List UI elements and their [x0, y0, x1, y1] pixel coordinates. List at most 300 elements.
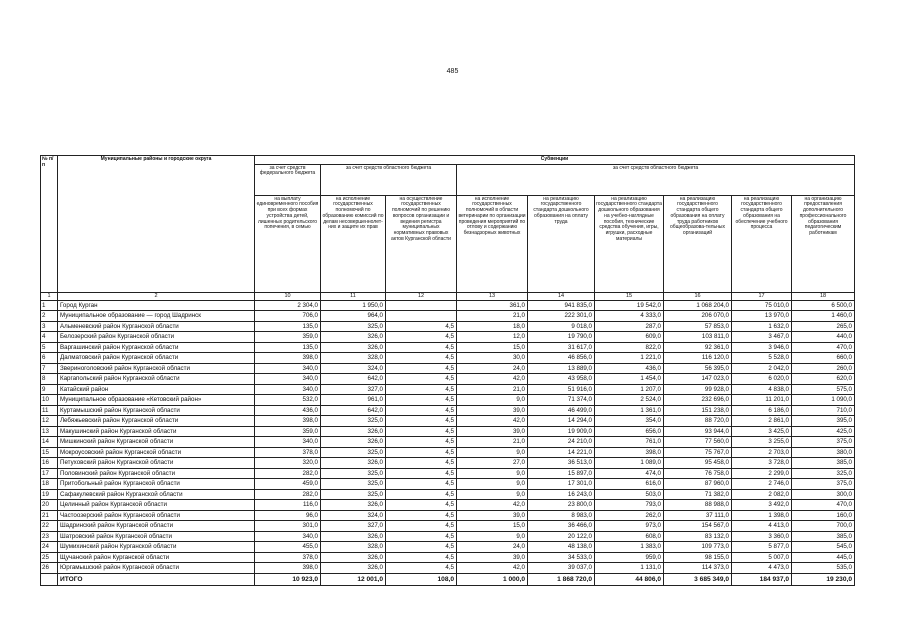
row-value: 474,0 [595, 468, 664, 479]
table-row [41, 447, 855, 458]
table-row [41, 521, 855, 532]
row-value: 1 207,0 [595, 384, 664, 395]
row-value: 4,5 [386, 342, 457, 353]
row-value: 282,0 [255, 468, 321, 479]
row-value: 19 909,0 [528, 426, 595, 437]
row-value: 4,5 [386, 479, 457, 490]
table-row [41, 479, 855, 490]
row-value: 4,5 [386, 468, 457, 479]
row-value: 6 020,0 [732, 374, 792, 385]
row-value: 75 010,0 [732, 300, 792, 311]
row-value: 160,0 [792, 510, 855, 521]
table-row [41, 542, 855, 553]
row-value: 1 221,0 [595, 353, 664, 364]
row-value: 39,0 [457, 405, 528, 416]
row-value: 608,0 [595, 531, 664, 542]
table-row [41, 321, 855, 332]
row-value: 46 856,0 [528, 353, 595, 364]
row-value [386, 311, 457, 322]
row-value: 425,0 [792, 426, 855, 437]
row-value: 42,0 [457, 374, 528, 385]
row-name: Катайский район [58, 384, 255, 395]
row-number: 7 [41, 363, 58, 374]
row-value: 609,0 [595, 332, 664, 343]
row-value: 1 089,0 [595, 458, 664, 469]
row-number: 16 [41, 458, 58, 469]
total-label: ИТОГО [58, 573, 255, 585]
table-row [41, 300, 855, 311]
row-number: 17 [41, 468, 58, 479]
row-value: 1 361,0 [595, 405, 664, 416]
total-value: 1 868 720,0 [528, 573, 595, 585]
row-value: 88 988,0 [664, 500, 732, 511]
table-row [41, 395, 855, 406]
row-value: 1 131,0 [595, 563, 664, 574]
row-value: 398,0 [255, 416, 321, 427]
row-name: Шумихинский район Курганской области [58, 542, 255, 553]
column-number-row [41, 292, 855, 300]
row-value: 325,0 [321, 447, 386, 458]
row-value: 21,0 [457, 384, 528, 395]
row-number: 19 [41, 489, 58, 500]
row-value: 4,5 [386, 405, 457, 416]
row-value: 11 201,0 [732, 395, 792, 406]
row-value: 206 070,0 [664, 311, 732, 322]
row-value: 532,0 [255, 395, 321, 406]
row-number: 22 [41, 521, 58, 532]
row-value: 301,0 [255, 521, 321, 532]
header-row-1 [41, 156, 855, 165]
row-value: 326,0 [321, 342, 386, 353]
column-number: 11 [321, 292, 386, 300]
row-value: 459,0 [255, 479, 321, 490]
row-value: 13 889,0 [528, 363, 595, 374]
row-number: 13 [41, 426, 58, 437]
row-value: 34 533,0 [528, 552, 595, 563]
table-row [41, 363, 855, 374]
row-value: 3 492,0 [732, 500, 792, 511]
row-value: 470,0 [792, 500, 855, 511]
row-value: 700,0 [792, 521, 855, 532]
header-federal-source: за счет средств федерального бюджета [255, 164, 321, 195]
row-value: 436,0 [255, 405, 321, 416]
row-number: 18 [41, 479, 58, 490]
row-value: 398,0 [255, 563, 321, 574]
row-value: 46 499,0 [528, 405, 595, 416]
header-col-18: на организацию предоставления дополнительного профессионального образования педагогическим работникам [792, 195, 855, 292]
row-value: 16 243,0 [528, 489, 595, 500]
row-value: 222 301,0 [528, 311, 595, 322]
row-value: 114 373,0 [664, 563, 732, 574]
total-value: 10 923,0 [255, 573, 321, 585]
table-row [41, 374, 855, 385]
row-value: 3 467,0 [732, 332, 792, 343]
row-value: 39,0 [457, 426, 528, 437]
row-value: 4,5 [386, 500, 457, 511]
subsidies-table [40, 155, 855, 586]
page-number: 485 [446, 68, 459, 75]
row-value: 4,5 [386, 552, 457, 563]
row-value: 340,0 [255, 384, 321, 395]
row-value: 135,0 [255, 342, 321, 353]
row-value: 24 210,0 [528, 437, 595, 448]
table-row [41, 353, 855, 364]
table-row [41, 489, 855, 500]
row-value: 4,5 [386, 437, 457, 448]
row-value: 6 186,0 [732, 405, 792, 416]
table-row [41, 468, 855, 479]
row-value: 3 946,0 [732, 342, 792, 353]
row-name: Мишкинский район Курганской области [58, 437, 255, 448]
column-number: 1 [41, 292, 58, 300]
header-num: № п/п [41, 156, 58, 293]
row-value: 57 853,0 [664, 321, 732, 332]
row-value: 706,0 [255, 311, 321, 322]
row-name: Город Курган [58, 300, 255, 311]
row-name: Куртамышский район Курганской области [58, 405, 255, 416]
row-value: 48 138,0 [528, 542, 595, 553]
row-value: 116 120,0 [664, 353, 732, 364]
row-value: 793,0 [595, 500, 664, 511]
row-value: 375,0 [792, 479, 855, 490]
row-value: 4,5 [386, 416, 457, 427]
table-row [41, 405, 855, 416]
row-value: 455,0 [255, 542, 321, 553]
row-value: 325,0 [321, 468, 386, 479]
row-value: 378,0 [255, 552, 321, 563]
row-value: 642,0 [321, 374, 386, 385]
row-value: 9,0 [457, 531, 528, 542]
row-value: 4,5 [386, 353, 457, 364]
row-number: 20 [41, 500, 58, 511]
row-value: 436,0 [595, 363, 664, 374]
row-value: 4,5 [386, 489, 457, 500]
row-name: Муниципальное образование — город Шадринск [58, 311, 255, 322]
row-value: 4 413,0 [732, 521, 792, 532]
row-value: 4 473,0 [732, 563, 792, 574]
total-row [41, 573, 855, 585]
row-number: 1 [41, 300, 58, 311]
table-row [41, 426, 855, 437]
row-value: 2 042,0 [732, 363, 792, 374]
row-value: 1 454,0 [595, 374, 664, 385]
row-value: 4,5 [386, 321, 457, 332]
row-value: 359,0 [255, 332, 321, 343]
row-value: 83 132,0 [664, 531, 732, 542]
table-row [41, 437, 855, 448]
row-value: 42,0 [457, 416, 528, 427]
column-number: 10 [255, 292, 321, 300]
row-value: 18,0 [457, 321, 528, 332]
row-value: 575,0 [792, 384, 855, 395]
row-name: Белозерский район Курганской области [58, 332, 255, 343]
row-value: 232 696,0 [664, 395, 732, 406]
row-name: Целинный район Курганской области [58, 500, 255, 511]
row-value: 20 122,0 [528, 531, 595, 542]
row-value: 31 617,0 [528, 342, 595, 353]
row-value: 2 703,0 [732, 447, 792, 458]
row-number: 4 [41, 332, 58, 343]
row-value: 503,0 [595, 489, 664, 500]
row-value: 109 773,0 [664, 542, 732, 553]
row-value: 2 299,0 [732, 468, 792, 479]
row-value: 398,0 [255, 353, 321, 364]
row-value: 56 395,0 [664, 363, 732, 374]
row-value: 287,0 [595, 321, 664, 332]
row-value: 1 460,0 [792, 311, 855, 322]
row-value: 359,0 [255, 426, 321, 437]
row-number: 11 [41, 405, 58, 416]
row-value: 21,0 [457, 311, 528, 322]
table-row [41, 563, 855, 574]
row-value: 282,0 [255, 489, 321, 500]
row-name: Притобольный район Курганской области [58, 479, 255, 490]
row-value: 4,5 [386, 542, 457, 553]
row-value: 9,0 [457, 489, 528, 500]
row-name: Далматовский район Курганской области [58, 353, 255, 364]
row-value [386, 300, 457, 311]
row-number: 2 [41, 311, 58, 322]
row-number: 5 [41, 342, 58, 353]
row-value: 19 790,0 [528, 332, 595, 343]
row-value: 42,0 [457, 563, 528, 574]
row-value: 135,0 [255, 321, 321, 332]
row-value: 14 221,0 [528, 447, 595, 458]
row-value: 656,0 [595, 426, 664, 437]
row-value: 4,5 [386, 395, 457, 406]
row-value: 620,0 [792, 374, 855, 385]
row-value: 5 007,0 [732, 552, 792, 563]
total-value: 1 000,0 [457, 573, 528, 585]
row-value: 30,0 [457, 353, 528, 364]
header-col-15: на реализацию государственного стандарта дошкольного образования на учебно-наглядные пособия, технические средства обучения, игры, игрушки, расходные материалы [595, 195, 664, 292]
row-number: 23 [41, 531, 58, 542]
row-value: 8 983,0 [528, 510, 595, 521]
row-name: Шадринский район Курганской области [58, 521, 255, 532]
row-value: 2 746,0 [732, 479, 792, 490]
row-value: 326,0 [321, 426, 386, 437]
row-value: 4,5 [386, 458, 457, 469]
row-value: 36 466,0 [528, 521, 595, 532]
row-value: 4,5 [386, 510, 457, 521]
row-value: 151 238,0 [664, 405, 732, 416]
row-value: 2 861,0 [732, 416, 792, 427]
row-value: 5 528,0 [732, 353, 792, 364]
row-value: 9 018,0 [528, 321, 595, 332]
row-value: 116,0 [255, 500, 321, 511]
table-row [41, 384, 855, 395]
total-value: 44 806,0 [595, 573, 664, 585]
row-value: 4,5 [386, 447, 457, 458]
row-value: 39 037,0 [528, 563, 595, 574]
row-value: 154 567,0 [664, 521, 732, 532]
header-col-12: на осуществление государственных полномочий по решению вопросов организации и ведения регистра муниципальных нормативных правовых актов Курганской области [386, 195, 457, 292]
column-number: 18 [792, 292, 855, 300]
column-number: 13 [457, 292, 528, 300]
row-name: Щучанский район Курганской области [58, 552, 255, 563]
row-value: 4 838,0 [732, 384, 792, 395]
row-value: 95 458,0 [664, 458, 732, 469]
row-value: 5 877,0 [732, 542, 792, 553]
column-number: 17 [732, 292, 792, 300]
row-value: 354,0 [595, 416, 664, 427]
row-number: 6 [41, 353, 58, 364]
row-value: 326,0 [321, 332, 386, 343]
row-value: 98 155,0 [664, 552, 732, 563]
row-value: 3 360,0 [732, 531, 792, 542]
row-name: Петуховский район Курганской области [58, 458, 255, 469]
row-number: 25 [41, 552, 58, 563]
row-value: 9,0 [457, 447, 528, 458]
row-value: 36 513,0 [528, 458, 595, 469]
row-value: 642,0 [321, 405, 386, 416]
row-value: 23 800,0 [528, 500, 595, 511]
row-number: 26 [41, 563, 58, 574]
row-number: 9 [41, 384, 58, 395]
header-name: Муниципальные районы и городские округа [58, 156, 255, 293]
total-value: 184 937,0 [732, 573, 792, 585]
row-value: 15,0 [457, 342, 528, 353]
row-value: 378,0 [255, 447, 321, 458]
table-row [41, 458, 855, 469]
row-name: Сафакулевский район Курганской области [58, 489, 255, 500]
header-col-13: на исполнение государственных полномочий в области ветеринарии по организации проведения мероприятий по отлову и содержанию безнадзорных животных [457, 195, 528, 292]
column-number: 15 [595, 292, 664, 300]
row-value: 13 970,0 [732, 311, 792, 322]
row-value: 326,0 [321, 552, 386, 563]
row-value: 320,0 [255, 458, 321, 469]
header-col-10: на выплату единовременного пособия при всех формах устройства детей, лишенных родительского попечения, в семью [255, 195, 321, 292]
row-number: 24 [41, 542, 58, 553]
row-value: 147 023,0 [664, 374, 732, 385]
row-value: 96,0 [255, 510, 321, 521]
row-value: 2 524,0 [595, 395, 664, 406]
row-value: 340,0 [255, 363, 321, 374]
row-name: Половинский район Курганской области [58, 468, 255, 479]
row-value: 2 304,0 [255, 300, 321, 311]
row-value: 328,0 [321, 353, 386, 364]
row-number: 10 [41, 395, 58, 406]
row-value: 326,0 [321, 500, 386, 511]
row-name: Мокроусовский район Курганской области [58, 447, 255, 458]
row-value: 103 811,0 [664, 332, 732, 343]
row-value: 440,0 [792, 332, 855, 343]
row-value: 2 082,0 [732, 489, 792, 500]
row-value: 4,5 [386, 426, 457, 437]
row-value: 88 720,0 [664, 416, 732, 427]
row-value: 4,5 [386, 384, 457, 395]
row-value: 325,0 [321, 416, 386, 427]
row-value: 4,5 [386, 521, 457, 532]
row-value: 4 333,0 [595, 311, 664, 322]
row-value: 43 958,0 [528, 374, 595, 385]
row-number: 12 [41, 416, 58, 427]
row-value: 973,0 [595, 521, 664, 532]
row-value: 395,0 [792, 416, 855, 427]
row-value: 964,0 [321, 311, 386, 322]
row-value: 340,0 [255, 374, 321, 385]
row-value: 822,0 [595, 342, 664, 353]
row-value: 3 255,0 [732, 437, 792, 448]
column-number: 12 [386, 292, 457, 300]
row-value: 761,0 [595, 437, 664, 448]
row-value: 470,0 [792, 342, 855, 353]
row-value: 445,0 [792, 552, 855, 563]
row-value: 262,0 [595, 510, 664, 521]
row-name: Каргапольский район Курганской области [58, 374, 255, 385]
row-value: 380,0 [792, 447, 855, 458]
table-row [41, 510, 855, 521]
header-col-14: на реализацию государственного стандарта дошкольного образования на оплату труда [528, 195, 595, 292]
row-value: 326,0 [321, 531, 386, 542]
row-value: 1 398,0 [732, 510, 792, 521]
row-value: 4,5 [386, 374, 457, 385]
row-value: 327,0 [321, 384, 386, 395]
row-number: 21 [41, 510, 58, 521]
row-value: 4,5 [386, 363, 457, 374]
row-value: 76 758,0 [664, 468, 732, 479]
header-col-16: на реализацию государственного стандарта общего образования на оплату труда работников общеобразова-тельных организаций [664, 195, 732, 292]
row-value: 19 542,0 [595, 300, 664, 311]
row-value: 24,0 [457, 363, 528, 374]
row-value: 375,0 [792, 437, 855, 448]
row-name: Лебяжьевский район Курганской области [58, 416, 255, 427]
row-value: 21,0 [457, 437, 528, 448]
row-value: 340,0 [255, 531, 321, 542]
column-number: 2 [58, 292, 255, 300]
row-value: 1 950,0 [321, 300, 386, 311]
row-value: 616,0 [595, 479, 664, 490]
table-row [41, 332, 855, 343]
row-value: 15,0 [457, 521, 528, 532]
row-value: 37 111,0 [664, 510, 732, 521]
total-value: 12 001,0 [321, 573, 386, 585]
table-row [41, 552, 855, 563]
row-value: 545,0 [792, 542, 855, 553]
row-name: Альменевский район Курганской области [58, 321, 255, 332]
row-number: 8 [41, 374, 58, 385]
row-value: 340,0 [255, 437, 321, 448]
row-value: 325,0 [321, 479, 386, 490]
row-value: 325,0 [792, 468, 855, 479]
row-value: 9,0 [457, 479, 528, 490]
row-value: 1 090,0 [792, 395, 855, 406]
row-value: 324,0 [321, 510, 386, 521]
row-value: 328,0 [321, 542, 386, 553]
row-value: 12,0 [457, 332, 528, 343]
total-row-number [41, 573, 58, 585]
column-number: 16 [664, 292, 732, 300]
header-col-11: на исполнение государственных полномочий по образованию комиссий по делам несовершеннолет-них и защите их прав [321, 195, 386, 292]
row-value: 99 928,0 [664, 384, 732, 395]
table-row [41, 531, 855, 542]
row-value: 260,0 [792, 363, 855, 374]
row-value: 4,5 [386, 531, 457, 542]
header-regional-source-2: за счет средств областного бюджета [457, 164, 855, 195]
total-value: 108,0 [386, 573, 457, 585]
row-value: 324,0 [321, 363, 386, 374]
row-value: 24,0 [457, 542, 528, 553]
row-value: 535,0 [792, 563, 855, 574]
row-value: 3 728,0 [732, 458, 792, 469]
row-value: 941 835,0 [528, 300, 595, 311]
row-value: 71 374,0 [528, 395, 595, 406]
row-value: 77 560,0 [664, 437, 732, 448]
header-regional-source-1: за счет средств областного бюджета [321, 164, 457, 195]
row-value: 27,0 [457, 458, 528, 469]
row-value: 959,0 [595, 552, 664, 563]
row-value: 300,0 [792, 489, 855, 500]
